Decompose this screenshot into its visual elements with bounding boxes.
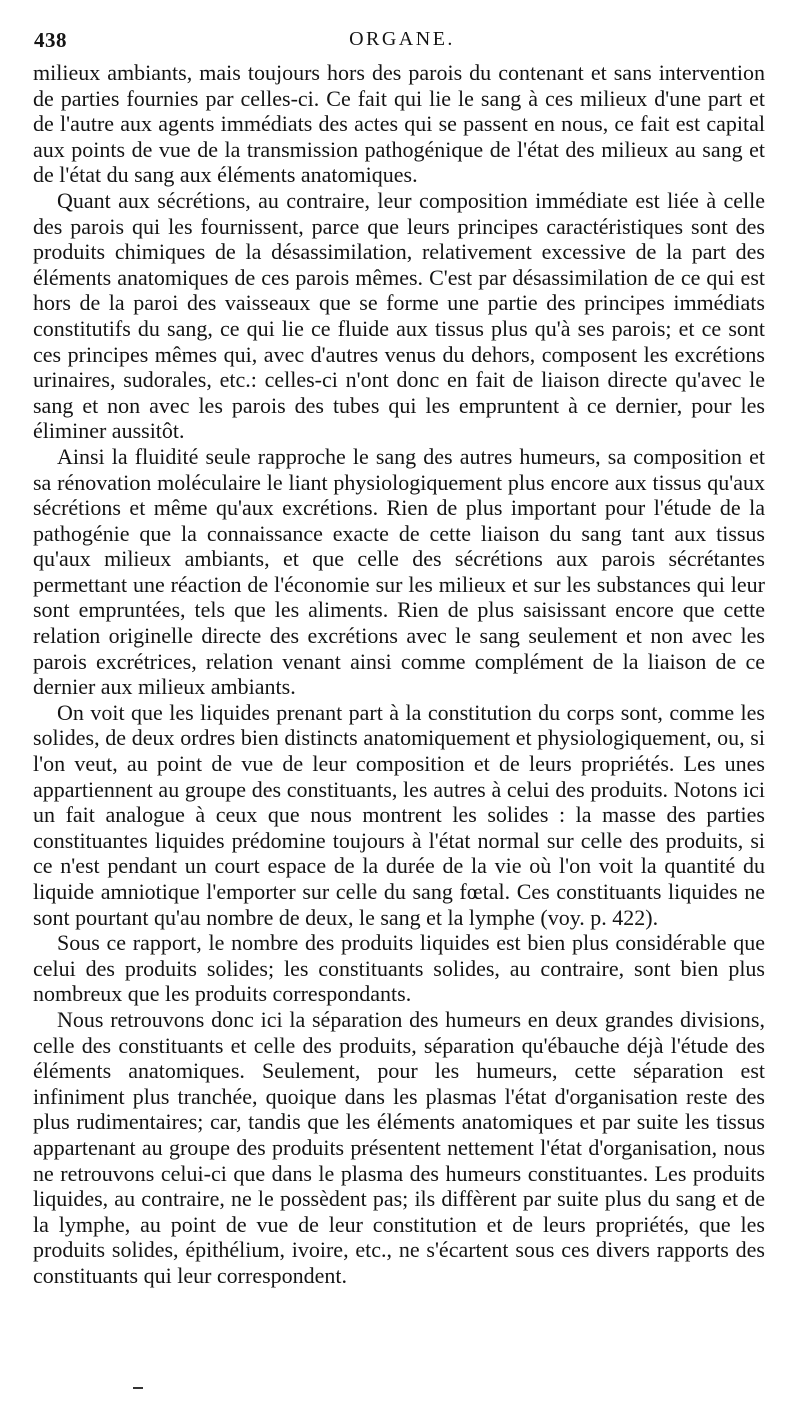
body-text bbox=[33, 60, 765, 1289]
page-number: 438 bbox=[34, 28, 67, 52]
paragraph-secretions: Quant aux sécrétions, au contraire, leur composition immédiate est liée à celle des parois qui les fournissent, parce que leurs principes caractéristiques sont des produits chimiques de la désassimilation, relativement excessive de la part des éléments anatomiques de ces parois mêmes. C'est par désassimilation de ce qui est hors de la paroi des vaisseaux que se forme une partie des principes immédiats constitutifs du sang, ce qui lie ce fluide aux tissus plus qu'à ses parois; et ce sont ces principes mêmes qui, avec d'autres venus du dehors, composent les excrétions urinaires, sudorales, etc.: celles-ci n'ont donc en fait de liaison directe qu'avec le sang et non avec les parois des tubes qui les empruntent à ce dernier, pour les éliminer aussitôt. bbox=[33, 187, 765, 444]
paragraph-separation: Nous retrouvons donc ici la séparation des humeurs en deux grandes divisions, celle des constituants et celle des produits, séparation qu'ébauche déjà l'étude des éléments anatomiques. Seulement, pour les humeurs, cette séparation est infiniment plus tranchée, quoique dans les plasmas l'état d'organisation reste des plus rudimentaires; car, tandis que les éléments anatomiques et par suite les tissus appartenant au groupe des produits présentent nettement l'état d'organisation, nous ne retrouvons celui-ci que dans le plasma des humeurs constituantes. Les produits liquides, au contraire, ne le possèdent pas; ils diffèrent par suite plus du sang et de la lymphe, au point de vue de leur constitution et de leurs propriétés, que les produits solides, épithélium, ivoire, etc., ne s'écartent sous ces divers rapports des constituants qui leur correspondent. bbox=[33, 1006, 765, 1288]
running-title: ORGANE. bbox=[349, 28, 455, 50]
paragraph-fluidite: Ainsi la fluidité seule rapproche le sang des autres humeurs, sa composition et sa rénovation moléculaire le liant physiologiquement plus encore aux tissus qu'aux sécrétions et même qu'aux excrétions. Rien de plus important pour l'étude de la pathogénie que la connaissance exacte de cette liaison du sang tant aux tissus qu'aux milieux ambiants, et que celle des sécrétions aux parois sécrétantes permettant une réaction de l'économie sur les milieux et sur les substances qui leur sont empruntées, tels que les aliments. Rien de plus saisissant encore que cette relation originelle directe des excrétions avec le sang seulement et non avec les parois excrétrices, relation venant ainsi comme complément de la liaison de ce dernier aux milieux ambiants. bbox=[33, 443, 765, 700]
paragraph-rapport: Sous ce rapport, le nombre des produits liquides est bien plus considérable que celui des produits solides; les constituants solides, au contraire, sont bien plus nombreux que les produits correspondants. bbox=[33, 930, 765, 1007]
footer-dash bbox=[133, 1387, 143, 1389]
paragraph-continued: milieux ambiants, mais toujours hors des parois du contenant et sans intervention de parties fournies par celles-ci. Ce fait qui lie le sang à ces milieux d'une part et de l'autre aux agents immédiats des actes qui se passent en nous, ce fait est capital aux points de vue de la transmission pathogénique de l'état des milieux au sang et de l'état du sang aux éléments anatomiques. bbox=[33, 60, 765, 188]
page-header bbox=[34, 28, 770, 54]
paragraph-liquides: On voit que les liquides prenant part à la constitution du corps sont, comme les solides, de deux ordres bien distincts anatomiquement et physiologiquement, ou, si l'on veut, au point de vue de leur composition et de leurs propriétés. Les unes appartiennent au groupe des constituants, les autres à celui des produits. Notons ici un fait analogue à ceux que nous montrent les solides : la masse des parties constituantes liquides prédomine toujours à l'état normal sur celle des produits, si ce n'est pendant un court espace de la durée de la vie où l'on voit la quantité du liquide amniotique l'emporter sur celle du sang fœtal. Ces constituants liquides ne sont pourtant qu'au nombre de deux, le sang et la lymphe (voy. p. 422). bbox=[33, 699, 765, 930]
